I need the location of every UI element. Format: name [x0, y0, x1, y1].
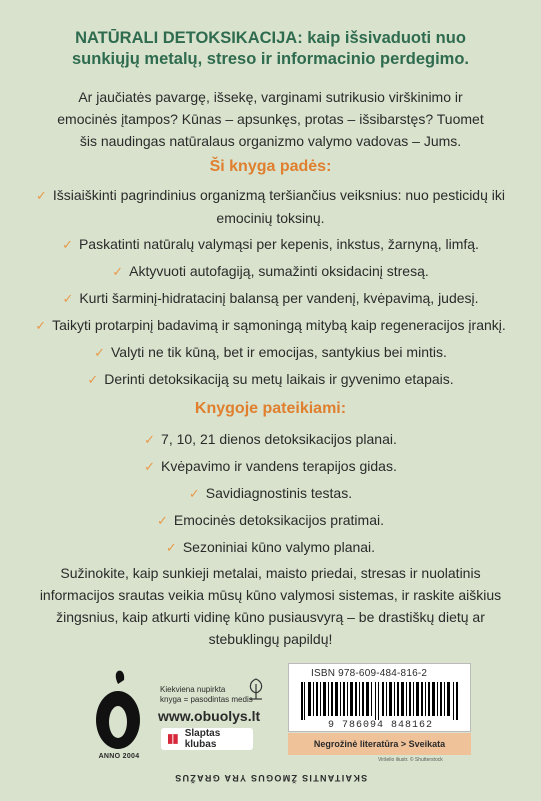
anno-label: ANNO 2004: [98, 753, 140, 760]
check-icon: ✓: [62, 291, 74, 306]
list-item-text: Savidiagnostinis testas.: [205, 485, 353, 501]
barcode-number: 9 786094 848162: [327, 720, 433, 731]
title-line: NATŪRALI DETOKSIKACIJA: kaip išsivaduoti nuo: [75, 29, 466, 47]
tree-slogan: [160, 685, 253, 705]
footer-slogan: SKAITANTIS ŽMOGUS YRA GRAŽUS: [173, 773, 368, 783]
list-item: [24, 509, 517, 532]
apple-logo-icon: [88, 668, 148, 752]
website-link[interactable]: www.obuolys.lt: [158, 708, 261, 724]
image-credit: Viršelio iliustr. © Shutterstock: [378, 757, 443, 763]
closing-line: informacijos srautas veikia mūsų kūno valymosi sistemas, ir raskite aiškius: [39, 587, 502, 603]
section-heading-contents: Knygoje pateikiami:: [194, 400, 347, 417]
list-item-text: Aktyvuoti autofagiją, sumažinti oksidacinį stresą.: [129, 263, 429, 279]
check-icon: ✓: [94, 345, 105, 360]
list-item-text: Kurti šarminį-hidratacinį balansą per vandenį, kvėpavimą, judesį.: [79, 290, 479, 306]
list-item: [24, 287, 517, 310]
isbn-text: ISBN 978-609-484-816-2: [311, 668, 428, 679]
list-item: [24, 233, 517, 256]
check-icon: ✓: [165, 540, 177, 555]
list-item-text: Kvėpavimo ir vandens terapijos gidas.: [161, 458, 397, 474]
list-item: [24, 184, 517, 229]
tree-slogan-line: knyga = pasodintas medis: [160, 695, 253, 704]
club-label: Slaptas klubas: [184, 728, 221, 750]
tree-icon: [246, 678, 266, 700]
list-item: [24, 536, 517, 559]
barcode: [288, 663, 471, 732]
closing-line: Sužinokite, kaip sunkieji metalai, maisto priedai, stresas ir nuolatinis: [60, 565, 481, 581]
check-icon: ✓: [87, 372, 99, 387]
list-item: [24, 368, 517, 391]
closing-line: stebuklingų papildų!: [208, 631, 333, 647]
list-item: [24, 341, 517, 364]
contents-list: [24, 428, 517, 563]
list-item-text: Derinti detoksikaciją su metų laikais ir gyvenimo etapais.: [104, 371, 454, 387]
list-item: [24, 455, 517, 478]
list-item-text: 7, 10, 21 dienos detoksikacijos planai.: [161, 431, 397, 447]
genre-band: Negrožinė literatūra > Sveikata: [288, 733, 471, 755]
intro-line: šis naudingas natūralaus organizmo valymo vadovas – Jums.: [79, 133, 462, 149]
check-icon: ✓: [35, 188, 47, 203]
helps-list: [24, 184, 517, 395]
tree-slogan-line: Kiekviena nupirkta: [160, 685, 226, 694]
intro-paragraph: [30, 86, 511, 152]
list-item: [24, 314, 517, 337]
list-item-text: Taikyti protarpinį badavimą ir sąmoningą mitybą kaip regeneracijos įrankį.: [52, 317, 506, 333]
check-icon: ✓: [188, 486, 200, 501]
list-item-text: emocinių toksinų.: [216, 210, 325, 226]
check-icon: ✓: [35, 318, 47, 333]
check-icon: ✓: [144, 432, 156, 447]
list-item-text: Emocinės detoksikacijos pratimai.: [173, 512, 384, 528]
secret-club-badge[interactable]: [161, 728, 253, 750]
list-item: [24, 428, 517, 451]
list-item-text: Sezoniniai kūno valymo planai.: [182, 539, 376, 555]
section-heading-helps: Ši knyga padės:: [209, 158, 332, 175]
list-item: [24, 260, 517, 283]
list-item: [24, 482, 517, 505]
check-icon: ✓: [144, 459, 156, 474]
book-title: [20, 28, 521, 70]
closing-paragraph: [28, 562, 513, 650]
book-icon: [167, 733, 179, 745]
intro-line: emocinės įtampos? Kūnas – apsunkęs, protas – išsibarstęs? Tuomet: [57, 111, 484, 127]
list-item-text: Paskatinti natūralų valymąsi per kepenis, inkstus, žarnyną, limfą.: [78, 236, 479, 252]
check-icon: ✓: [62, 237, 73, 252]
check-icon: ✓: [157, 513, 168, 528]
closing-line: žingsnius, kaip atkurti vidinę kūno pusiausvyrą – be drastiškų dietų ar: [56, 609, 485, 625]
check-icon: ✓: [112, 264, 124, 279]
barcode-bars: [299, 682, 462, 720]
list-item-text: Valyti ne tik kūną, bet ir emocijas, santykius bei mintis.: [111, 344, 447, 360]
list-item-text: Išsiaiškinti pagrindinius organizmą teršiančius veiksnius: nuo pesticidų iki: [52, 187, 505, 203]
intro-line: Ar jaučiatės pavargę, išsekę, varginami sutrikusio virškinimo ir: [78, 89, 463, 105]
title-line: sunkiųjų metalų, streso ir informacinio perdegimo.: [72, 50, 469, 68]
